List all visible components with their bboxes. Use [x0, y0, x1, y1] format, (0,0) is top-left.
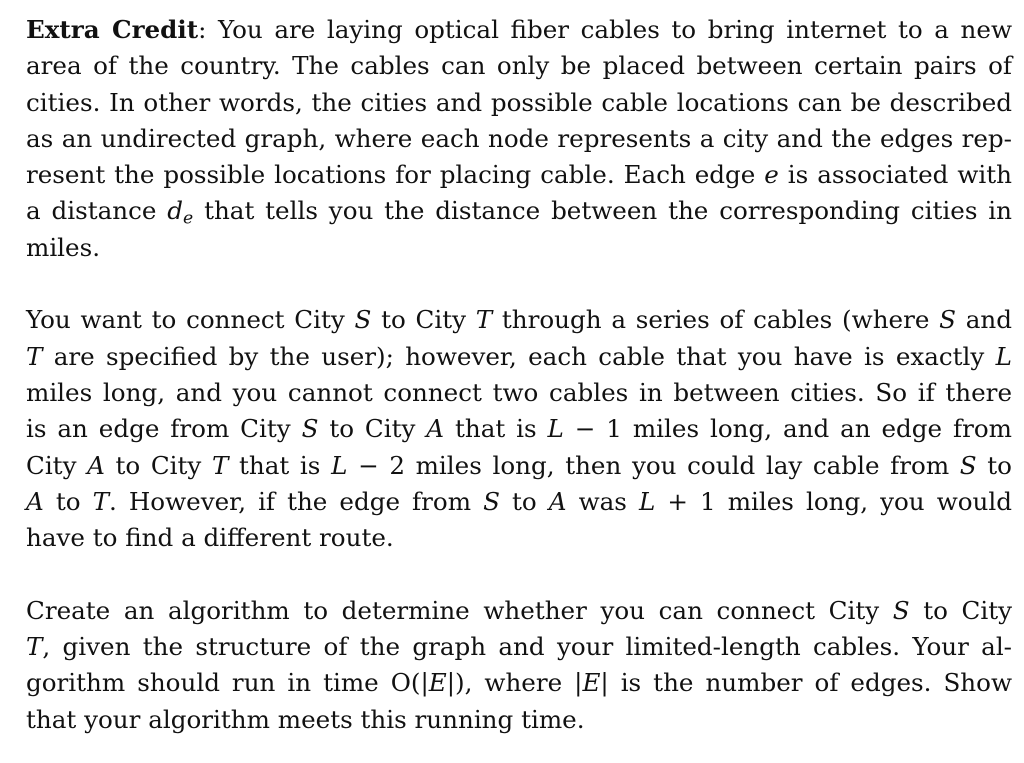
- math-variable: T: [26, 632, 43, 662]
- text-line: T, given the structure of the graph and your limited-length cables. Your al-: [26, 632, 1012, 662]
- text-line: a distance $d_e$ that tells you the distance between the corresponding cities in: [26, 196, 1012, 229]
- heading-extra-credit: Extra Credit: [26, 15, 199, 44]
- math-variable: S: [959, 450, 977, 480]
- math-variable: L: [638, 486, 656, 516]
- text-line: is an edge from City S to City A that is L − 1 miles long, and an edge from: [26, 414, 1012, 444]
- math-variable: L: [331, 450, 348, 480]
- math-variable: e: [764, 160, 779, 190]
- paragraph-1: [26, 12, 1012, 266]
- paragraph-gap: [26, 266, 1012, 302]
- math-variable: T: [26, 341, 43, 371]
- text-line: as an undirected graph, where each node represents a city and the edges rep-: [26, 123, 1012, 153]
- math-variable: A: [426, 414, 445, 444]
- paragraph-2: [26, 302, 1012, 556]
- math-variable: A: [548, 486, 567, 516]
- text-line: T are specified by the user); however, each cable that you have is exactly L: [26, 341, 1012, 371]
- text-line: that your algorithm meets this running time.: [26, 704, 585, 734]
- math-variable: E: [582, 668, 601, 698]
- math-variable: T: [475, 305, 493, 335]
- math-variable: A: [87, 450, 105, 480]
- text-line: have to find a different route.: [26, 523, 394, 553]
- math-variable: T: [92, 486, 109, 516]
- math-variable: L: [995, 341, 1012, 371]
- math-variable: S: [301, 414, 319, 444]
- text-line: A to T. However, if the edge from S to A was L + 1 miles long, you would: [26, 486, 1012, 516]
- text-line: Extra Credit: You are laying optical fiber cables to bring internet to a new: [26, 15, 1013, 44]
- text-line: area of the country. The cables can only be placed between certain pairs of: [26, 51, 1012, 81]
- math-variable: S: [892, 595, 910, 625]
- text-line: Create an algorithm to determine whether you can connect City S to City: [26, 595, 1012, 625]
- paragraph-gap: [26, 556, 1012, 592]
- text-line: City A to City T that is L − 2 miles long, then you could lay cable from S to: [26, 450, 1012, 480]
- math-variable: $d_e$: [167, 196, 194, 229]
- math-variable: L: [547, 414, 564, 444]
- text-line: cities. In other words, the cities and possible cable locations can be described: [26, 87, 1012, 117]
- math-variable: A: [26, 486, 44, 516]
- text-line: You want to connect City S to City T through a series of cables (where S and: [26, 305, 1012, 335]
- paragraph-3: [26, 593, 1012, 738]
- problem-statement: [26, 12, 1012, 738]
- math-variable: S: [483, 486, 500, 516]
- math-variable: E: [428, 668, 447, 698]
- math-subscript: e: [183, 208, 194, 229]
- text-line: miles long, and you cannot connect two cables in between cities. So if there: [26, 377, 1012, 407]
- math-variable: S: [354, 305, 372, 335]
- text-line: resent the possible locations for placing cable. Each edge e is associated with: [26, 160, 1012, 190]
- math-variable: S: [939, 305, 956, 335]
- math-variable: T: [211, 450, 229, 480]
- text-line: gorithm should run in time O(|E|), where |E| is the number of edges. Show: [26, 668, 1013, 698]
- text-line: miles.: [26, 232, 101, 262]
